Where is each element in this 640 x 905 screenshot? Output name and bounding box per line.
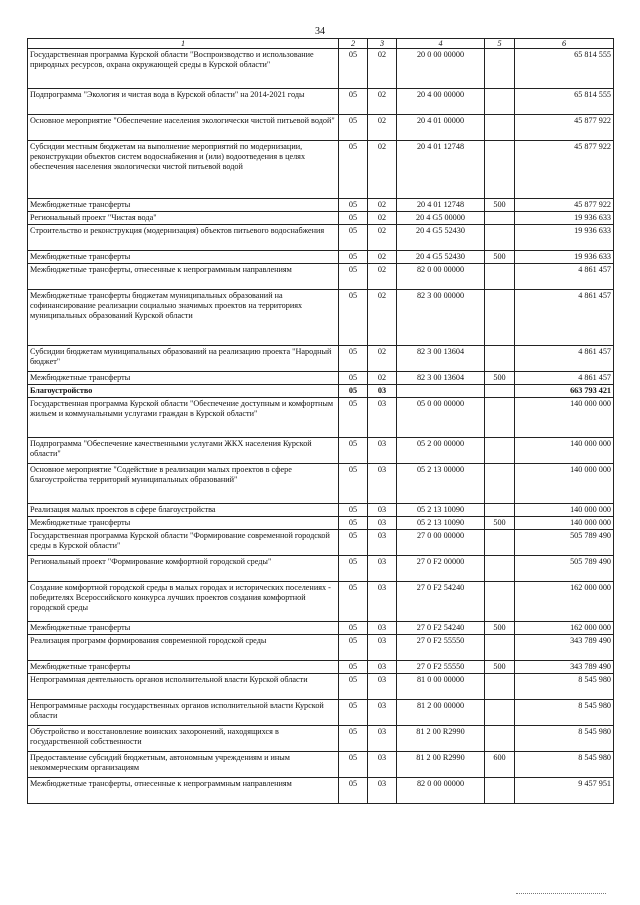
cell-subsection: 02 <box>368 225 397 251</box>
cell-section: 05 <box>339 700 368 726</box>
table-header-row <box>28 39 614 49</box>
table-row <box>28 504 614 517</box>
table-row <box>28 225 614 251</box>
cell-subsection: 02 <box>368 141 397 199</box>
cell-target-article: 05 2 13 10090 <box>397 504 485 517</box>
table-row <box>28 464 614 504</box>
cell-sum: 505 789 490 <box>515 556 614 582</box>
cell-section: 05 <box>339 778 368 804</box>
cell-subsection: 03 <box>368 438 397 464</box>
cell-target-article: 05 0 00 00000 <box>397 398 485 438</box>
cell-target-article: 82 3 00 13604 <box>397 372 485 385</box>
cell-sum: 505 789 490 <box>515 530 614 556</box>
cell-target-article <box>397 385 485 398</box>
cell-section: 05 <box>339 264 368 290</box>
cell-expense-type <box>485 438 515 464</box>
table-row <box>28 49 614 89</box>
cell-name: Реализация малых проектов в сфере благоустройства <box>28 504 339 517</box>
cell-expense-type <box>485 778 515 804</box>
cell-name: Региональный проект "Формирование комфортной городской среды" <box>28 556 339 582</box>
cell-sum: 65 814 555 <box>515 49 614 89</box>
cell-subsection: 03 <box>368 674 397 700</box>
cell-sum: 4 861 457 <box>515 372 614 385</box>
cell-sum: 8 545 980 <box>515 674 614 700</box>
cell-sum: 140 000 000 <box>515 464 614 504</box>
cell-expense-type <box>485 726 515 752</box>
cell-expense-type <box>485 556 515 582</box>
cell-subsection: 03 <box>368 635 397 661</box>
cell-section: 05 <box>339 661 368 674</box>
table-row <box>28 530 614 556</box>
cell-section: 05 <box>339 141 368 199</box>
cell-target-article: 82 0 00 00000 <box>397 778 485 804</box>
cell-section: 05 <box>339 504 368 517</box>
cell-name: Межбюджетные трансферты бюджетам муниципальных образований на софинансирование реализации социально значимых проектов на территориях муниципальных образований Курской области <box>28 290 339 346</box>
cell-section: 05 <box>339 398 368 438</box>
cell-name: Непрограммные расходы государственных органов исполнительной власти Курской области <box>28 700 339 726</box>
cell-target-article: 81 0 00 00000 <box>397 674 485 700</box>
cell-target-article: 27 0 F2 54240 <box>397 582 485 622</box>
cell-target-article: 20 4 G5 52430 <box>397 225 485 251</box>
cell-expense-type <box>485 582 515 622</box>
table-row <box>28 517 614 530</box>
cell-name: Региональный проект "Чистая вода" <box>28 212 339 225</box>
cell-expense-type: 500 <box>485 372 515 385</box>
table-row <box>28 89 614 115</box>
cell-expense-type: 500 <box>485 622 515 635</box>
cell-name: Непрограммная деятельность органов исполнительной власти Курской области <box>28 674 339 700</box>
cell-subsection: 02 <box>368 251 397 264</box>
cell-section: 05 <box>339 530 368 556</box>
cell-expense-type <box>485 212 515 225</box>
cell-name: Субсидии бюджетам муниципальных образований на реализацию проекта "Народный бюджет" <box>28 346 339 372</box>
cell-sum: 45 877 922 <box>515 115 614 141</box>
table-row <box>28 726 614 752</box>
cell-name: Государственная программа Курской области "Воспроизводство и использование природных ресурсов, охрана окружающей среды в Курской области" <box>28 49 339 89</box>
cell-sum: 65 814 555 <box>515 89 614 115</box>
cell-expense-type <box>485 700 515 726</box>
cell-subsection: 03 <box>368 464 397 504</box>
cell-name: Предоставление субсидий бюджетным, автономным учреждениям и иным некоммерческим организациям <box>28 752 339 778</box>
cell-name: Подпрограмма "Экология и чистая вода в Курской области" на 2014-2021 годы <box>28 89 339 115</box>
cell-expense-type: 500 <box>485 199 515 212</box>
cell-target-article: 20 4 G5 52430 <box>397 251 485 264</box>
cell-section: 05 <box>339 290 368 346</box>
cell-target-article: 05 2 13 00000 <box>397 464 485 504</box>
cell-target-article: 27 0 F2 54240 <box>397 622 485 635</box>
cell-name: Государственная программа Курской области "Формирование современной городской среды в Курской области" <box>28 530 339 556</box>
cell-expense-type <box>485 264 515 290</box>
cell-section: 05 <box>339 385 368 398</box>
cell-section: 05 <box>339 346 368 372</box>
cell-section: 05 <box>339 251 368 264</box>
cell-section: 05 <box>339 674 368 700</box>
cell-name: Основное мероприятие "Обеспечение населения экологически чистой питьевой водой" <box>28 115 339 141</box>
cell-expense-type <box>485 385 515 398</box>
cell-section: 05 <box>339 212 368 225</box>
cell-subsection: 02 <box>368 372 397 385</box>
cell-name: Государственная программа Курской области "Обеспечение доступным и комфортным жильем и коммунальными услугами граждан в Курской области" <box>28 398 339 438</box>
cell-expense-type <box>485 464 515 504</box>
cell-subsection: 03 <box>368 556 397 582</box>
cell-sum: 140 000 000 <box>515 438 614 464</box>
cell-target-article: 82 0 00 00000 <box>397 264 485 290</box>
cell-subsection: 02 <box>368 199 397 212</box>
cell-expense-type <box>485 346 515 372</box>
cell-name: Межбюджетные трансферты, отнесенные к непрограммным направлениям <box>28 778 339 804</box>
cell-section: 05 <box>339 199 368 212</box>
table-row <box>28 700 614 726</box>
cell-sum: 140 000 000 <box>515 517 614 530</box>
table-row <box>28 752 614 778</box>
budget-table-body <box>28 39 614 804</box>
cell-target-article: 20 4 G5 00000 <box>397 212 485 225</box>
cell-target-article: 20 4 01 12748 <box>397 141 485 199</box>
cell-expense-type: 600 <box>485 752 515 778</box>
cell-section: 05 <box>339 556 368 582</box>
cell-expense-type <box>485 530 515 556</box>
cell-subsection: 03 <box>368 622 397 635</box>
cell-name: Реализация программ формирования современной городской среды <box>28 635 339 661</box>
cell-subsection: 03 <box>368 700 397 726</box>
cell-sum: 9 457 951 <box>515 778 614 804</box>
cell-name: Обустройство и восстановление воинских захоронений, находящихся в государственной собственности <box>28 726 339 752</box>
cell-section: 05 <box>339 464 368 504</box>
cell-target-article: 82 3 00 13604 <box>397 346 485 372</box>
cell-subsection: 03 <box>368 517 397 530</box>
cell-subsection: 03 <box>368 661 397 674</box>
table-row <box>28 556 614 582</box>
cell-subsection: 03 <box>368 398 397 438</box>
header-cell-target-article: 4 <box>397 39 485 49</box>
cell-expense-type <box>485 115 515 141</box>
budget-table <box>27 38 614 804</box>
cell-subsection: 02 <box>368 290 397 346</box>
cell-expense-type <box>485 635 515 661</box>
table-row <box>28 778 614 804</box>
table-row <box>28 372 614 385</box>
cell-sum: 8 545 980 <box>515 752 614 778</box>
cell-expense-type <box>485 290 515 346</box>
cell-subsection: 03 <box>368 504 397 517</box>
cell-subsection: 03 <box>368 726 397 752</box>
cell-section: 05 <box>339 49 368 89</box>
table-row <box>28 582 614 622</box>
cell-section: 05 <box>339 372 368 385</box>
cell-name: Межбюджетные трансферты, отнесенные к непрограммным направлениям <box>28 264 339 290</box>
cell-section: 05 <box>339 582 368 622</box>
cell-subsection: 03 <box>368 582 397 622</box>
cell-section: 05 <box>339 115 368 141</box>
table-row <box>28 251 614 264</box>
cell-name: Межбюджетные трансферты <box>28 251 339 264</box>
cell-target-article: 20 4 01 00000 <box>397 115 485 141</box>
table-row <box>28 635 614 661</box>
cell-expense-type <box>485 674 515 700</box>
cell-sum: 663 793 421 <box>515 385 614 398</box>
cell-target-article: 81 2 00 R2990 <box>397 752 485 778</box>
cell-sum: 45 877 922 <box>515 199 614 212</box>
cell-subsection: 03 <box>368 752 397 778</box>
cell-expense-type <box>485 49 515 89</box>
cell-name: Межбюджетные трансферты <box>28 661 339 674</box>
cell-target-article: 81 2 00 R2990 <box>397 726 485 752</box>
cell-sum: 19 936 633 <box>515 225 614 251</box>
cell-section: 05 <box>339 622 368 635</box>
table-row <box>28 622 614 635</box>
cell-target-article: 27 0 F2 55550 <box>397 661 485 674</box>
cell-name: Межбюджетные трансферты <box>28 372 339 385</box>
cell-expense-type <box>485 504 515 517</box>
cell-target-article: 20 0 00 00000 <box>397 49 485 89</box>
footer-dotted-line <box>516 893 606 894</box>
cell-expense-type <box>485 398 515 438</box>
cell-sum: 162 000 000 <box>515 622 614 635</box>
cell-target-article: 05 2 00 00000 <box>397 438 485 464</box>
cell-target-article: 82 3 00 00000 <box>397 290 485 346</box>
header-cell-subsection: 3 <box>368 39 397 49</box>
cell-target-article: 20 4 01 12748 <box>397 199 485 212</box>
table-row <box>28 398 614 438</box>
cell-name: Подпрограмма "Обеспечение качественными услугами ЖКХ населения Курской области" <box>28 438 339 464</box>
cell-section: 05 <box>339 726 368 752</box>
cell-expense-type <box>485 89 515 115</box>
cell-sum: 4 861 457 <box>515 346 614 372</box>
table-row <box>28 661 614 674</box>
cell-sum: 4 861 457 <box>515 264 614 290</box>
cell-sum: 19 936 633 <box>515 251 614 264</box>
table-row <box>28 385 614 398</box>
cell-section: 05 <box>339 438 368 464</box>
cell-subsection: 02 <box>368 115 397 141</box>
cell-name: Создание комфортной городской среды в малых городах и исторических поселениях - победителях Всероссийского конкурса лучших проектов создания комфортной городской среды <box>28 582 339 622</box>
table-row <box>28 212 614 225</box>
cell-sum: 343 789 490 <box>515 661 614 674</box>
cell-name: Межбюджетные трансферты <box>28 622 339 635</box>
cell-sum: 4 861 457 <box>515 290 614 346</box>
cell-target-article: 27 0 00 00000 <box>397 530 485 556</box>
cell-target-article: 27 0 F2 55550 <box>397 635 485 661</box>
cell-name: Благоустройство <box>28 385 339 398</box>
cell-target-article: 05 2 13 10090 <box>397 517 485 530</box>
cell-subsection: 03 <box>368 385 397 398</box>
header-cell-expense-type: 5 <box>485 39 515 49</box>
page-number: 34 <box>315 26 325 37</box>
cell-name: Межбюджетные трансферты <box>28 517 339 530</box>
cell-sum: 140 000 000 <box>515 504 614 517</box>
cell-sum: 45 877 922 <box>515 141 614 199</box>
table-row <box>28 199 614 212</box>
cell-expense-type: 500 <box>485 251 515 264</box>
cell-section: 05 <box>339 752 368 778</box>
cell-expense-type: 500 <box>485 517 515 530</box>
cell-section: 05 <box>339 517 368 530</box>
cell-section: 05 <box>339 635 368 661</box>
cell-name: Основное мероприятие "Содействие в реализации малых проектов в сфере благоустройства территорий муниципальных образований" <box>28 464 339 504</box>
header-cell-name: 1 <box>28 39 339 49</box>
cell-target-article: 20 4 00 00000 <box>397 89 485 115</box>
cell-name: Межбюджетные трансферты <box>28 199 339 212</box>
cell-subsection: 02 <box>368 49 397 89</box>
cell-name: Строительство и реконструкция (модернизация) объектов питьевого водоснабжения <box>28 225 339 251</box>
cell-expense-type <box>485 141 515 199</box>
table-row <box>28 674 614 700</box>
table-row <box>28 290 614 346</box>
header-cell-section: 2 <box>339 39 368 49</box>
cell-name: Субсидии местным бюджетам на выполнение мероприятий по модернизации, реконструкции объектов систем водоснабжения и (или) водоотведения в целях обеспечения населения экологически чистой питьевой водой <box>28 141 339 199</box>
cell-subsection: 03 <box>368 530 397 556</box>
cell-subsection: 02 <box>368 264 397 290</box>
header-cell-sum: 6 <box>515 39 614 49</box>
cell-subsection: 02 <box>368 346 397 372</box>
table-row <box>28 115 614 141</box>
cell-target-article: 27 0 F2 00000 <box>397 556 485 582</box>
cell-subsection: 02 <box>368 212 397 225</box>
cell-sum: 140 000 000 <box>515 398 614 438</box>
cell-sum: 19 936 633 <box>515 212 614 225</box>
table-row <box>28 264 614 290</box>
cell-section: 05 <box>339 89 368 115</box>
cell-subsection: 03 <box>368 778 397 804</box>
cell-expense-type: 500 <box>485 661 515 674</box>
cell-expense-type <box>485 225 515 251</box>
cell-sum: 8 545 980 <box>515 700 614 726</box>
cell-sum: 162 000 000 <box>515 582 614 622</box>
table-row <box>28 141 614 199</box>
table-row <box>28 438 614 464</box>
cell-subsection: 02 <box>368 89 397 115</box>
table-row <box>28 346 614 372</box>
cell-target-article: 81 2 00 00000 <box>397 700 485 726</box>
cell-section: 05 <box>339 225 368 251</box>
cell-sum: 8 545 980 <box>515 726 614 752</box>
cell-sum: 343 789 490 <box>515 635 614 661</box>
